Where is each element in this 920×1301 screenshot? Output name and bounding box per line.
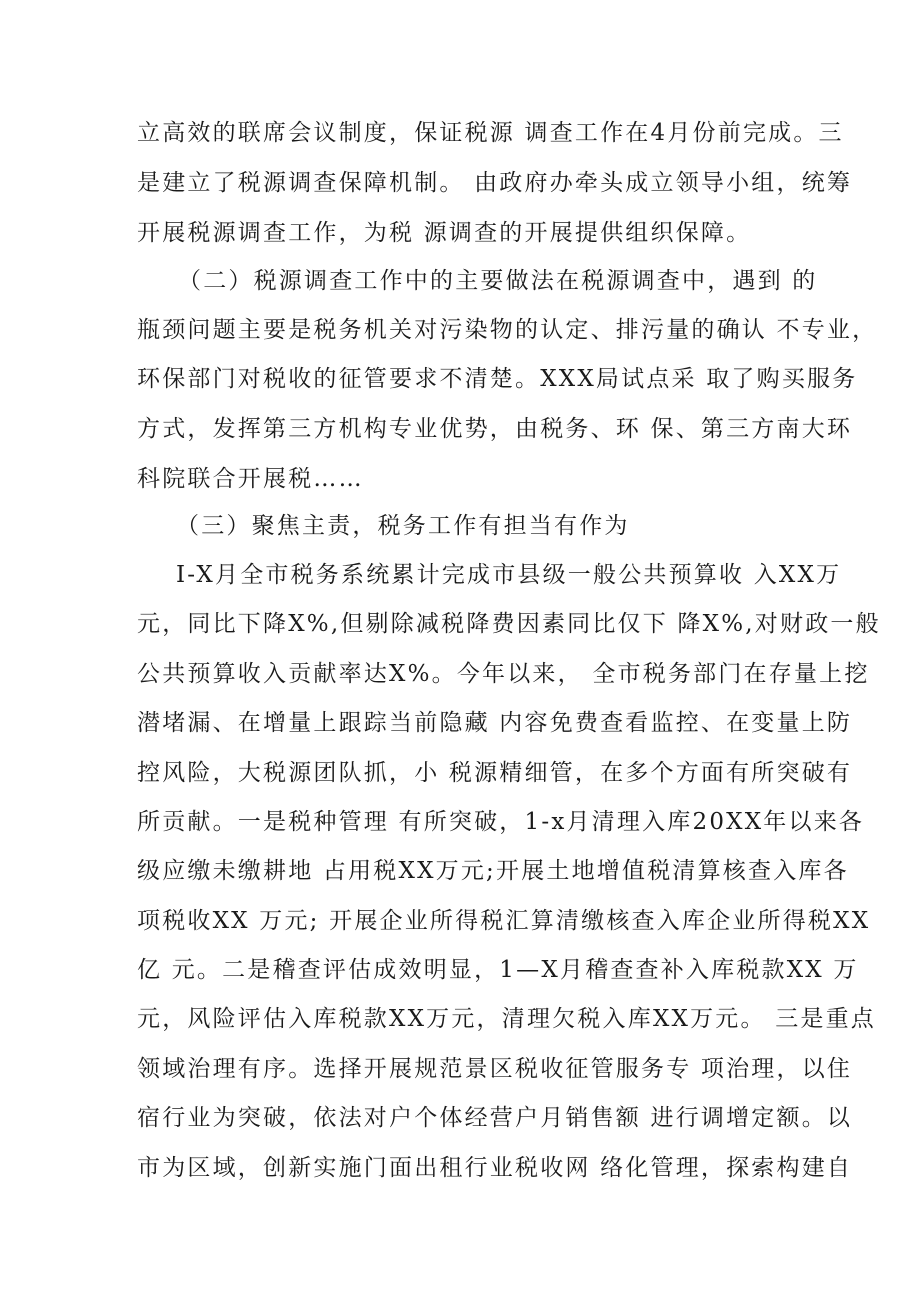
text-line: 瓶颈问题主要是税务机关对污染物的认定、排污量的确认 不专业， <box>137 317 878 343</box>
text-line: 级应缴未缴耕地 占用税XX万元;开展土地增值税清算核查入库各 <box>137 858 849 884</box>
section-heading: （二）税源调查工作中的主要做法在税源调查中，遇到 的 <box>178 268 818 294</box>
text-line: 元，风险评估入库税款XX万元，清理欠税入库XX万元。 三是重点 <box>137 1006 877 1032</box>
text-line: 领域治理有序。选择开展规范景区税收征管服务专 项治理，以住 <box>137 1056 853 1082</box>
text-line: 是建立了税源调查保障机制。 由政府办牵头成立领导小组，统筹 <box>137 170 853 196</box>
section-heading: （三）聚焦主责，税务工作有担当有作为 <box>176 513 630 539</box>
text-line: 立高效的联席会议制度，保证税源 调查工作在4月份前完成。三 <box>137 120 844 146</box>
text-line: 元，同比下降X%,但剔除减税降费因素同比仅下 降X%,对财政一般 <box>137 611 881 637</box>
text-line: 亿 元。二是稽查评估成效明显，1—X月稽查查补入库税款XX 万 <box>137 957 859 983</box>
text-line: 方式，发挥第三方机构专业优势，由税务、环 保、第三方南大环 <box>137 416 853 442</box>
text-line: 环保部门对税收的征管要求不清楚。XXX局试点采 取了购买服务 <box>137 366 858 392</box>
text-line: 宿行业为突破，依法对户个体经营户月销售额 进行调增定额。以 <box>137 1105 853 1131</box>
text-line: 所贡献。一是税种管理 有所突破，1-x月清理入库20XX年以来各 <box>137 809 865 835</box>
text-line: 公共预算收入贡献率达X%。今年以来， 全市税务部门在存量上挖 <box>137 661 870 687</box>
text-line: 开展税源调查工作，为税 源调查的开展提供组织保障。 <box>137 220 752 246</box>
text-line: 项税收XX 万元; 开展企业所得税汇算清缴核查入库企业所得税XX <box>137 908 871 934</box>
text-line: I-X月全市税务系统累计完成市县级一般公共预算收 入XX万 <box>176 562 842 588</box>
text-line: 科院联合开展税…… <box>137 466 364 492</box>
text-line: 市为区域，创新实施门面出租行业税收网 络化管理，探索构建自 <box>137 1155 853 1181</box>
text-line: 潜堵漏、在增量上跟踪当前隐藏 内容免费查看监控、在变量上防 <box>137 710 853 736</box>
text-line: 控风险，大税源团队抓，小 税源精细管，在多个方面有所突破有 <box>137 760 853 786</box>
